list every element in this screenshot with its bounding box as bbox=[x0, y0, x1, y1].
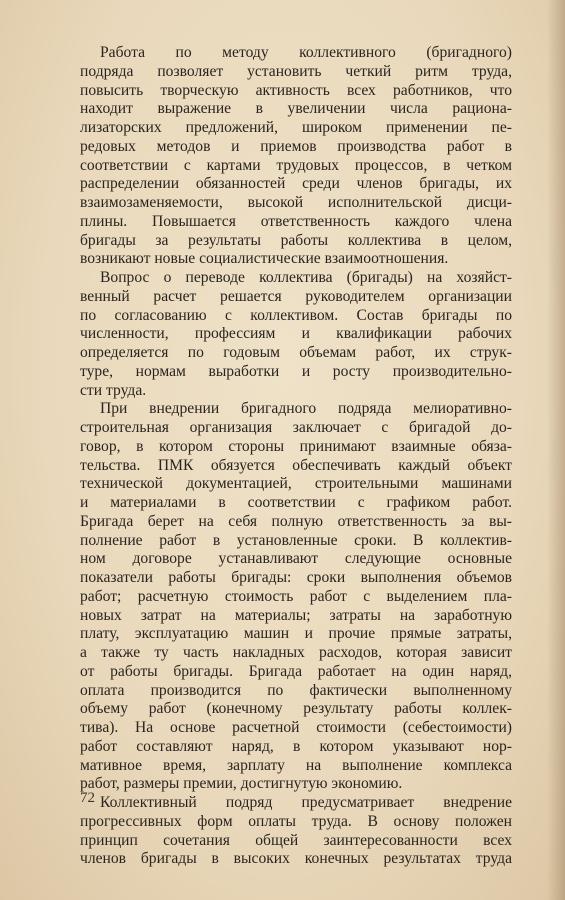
paragraph bbox=[80, 269, 512, 400]
text-line: членов бригады в высоких конечных результатах труда bbox=[80, 850, 512, 868]
text-line: При внедрении бригадного подряда мелиоративно- bbox=[100, 400, 512, 418]
text-line: оплата производится по фактически выполненному bbox=[80, 681, 512, 699]
text-line: ном договоре устанавливают следующие основные bbox=[80, 550, 512, 568]
paragraph bbox=[80, 794, 512, 869]
text-line: плату, эксплуатацию машин и прочие прямые затраты, bbox=[80, 625, 512, 643]
text-line: сти труда. bbox=[80, 381, 147, 399]
text-line: находит выражение в увеличении числа рациона- bbox=[80, 100, 512, 118]
text-line: принцип сочетания общей заинтересованности всех bbox=[80, 831, 512, 849]
paragraph bbox=[80, 400, 512, 794]
text-line: Бригада берет на себя полную ответственность за вы- bbox=[80, 512, 512, 530]
text-line: лизаторских предложений, широком применении пе- bbox=[80, 119, 512, 136]
text-line: редовых методов и приемов производства работ в bbox=[80, 137, 512, 155]
text-line: работ; расчетную стоимость работ с выделением пла- bbox=[80, 587, 512, 605]
text-line: возникают новые социалистические взаимоотношения. bbox=[80, 250, 449, 268]
text-line: тива). На основе расчетной стоимости (себестоимости) bbox=[80, 719, 512, 736]
text-line: мативное время, зарплату на выполнение комплекса bbox=[80, 756, 512, 774]
text-line: взаимозаменяемости, высокой исполнительской дисци- bbox=[80, 194, 512, 211]
text-line: полнение работ в установленные сроки. В коллектив- bbox=[80, 531, 512, 549]
page-number: 72 bbox=[80, 790, 95, 806]
text-line: туре, нормам выработки и росту производительно- bbox=[80, 362, 512, 380]
text-line: численности, профессиям и квалификации рабочих bbox=[80, 325, 512, 343]
text-line: по согласованию с коллективом. Состав бригады по bbox=[80, 306, 512, 324]
text-line: Вопрос о переводе коллектива (бригады) на хозяйст- bbox=[100, 269, 512, 286]
text-line: подряда позволяет установить четкий ритм труда, bbox=[80, 62, 512, 80]
text-line: работ составляют наряд, в котором указывают нор- bbox=[80, 737, 512, 755]
text-line: работ, размеры премии, достигнутую экономию. bbox=[80, 775, 403, 793]
text-line: повысить творческую активность всех работников, что bbox=[80, 81, 512, 99]
text-line: показатели работы бригады: сроки выполнения объемов bbox=[80, 569, 512, 586]
text-line: говор, в котором стороны принимают взаимные обяза- bbox=[80, 437, 512, 455]
text-line: плины. Повышается ответственность каждого члена bbox=[80, 212, 512, 230]
text-line: и материалами в соответствии с графиком работ. bbox=[80, 494, 512, 511]
text-line: новых затрат на материалы; затраты на заработную bbox=[80, 606, 512, 624]
text-line: от работы бригады. Бригада работает на один наряд, bbox=[80, 662, 512, 680]
text-line: венный расчет решается руководителем организации bbox=[80, 287, 512, 305]
body-text bbox=[80, 44, 512, 869]
text-line: объему работ (конечному результату работы коллек- bbox=[80, 700, 512, 718]
text-line: строительная организация заключает с бригадой до- bbox=[80, 419, 512, 436]
text-line: тельства. ПМК обязуется обеспечивать каждый объект bbox=[80, 456, 512, 474]
text-line: прогрессивных форм оплаты труда. В основу положен bbox=[80, 812, 512, 830]
text-line: распределении обязанностей среди членов бригады, их bbox=[80, 175, 512, 193]
text-line: соответствии с картами трудовых процессов, в четком bbox=[80, 156, 512, 174]
text-line: Работа по методу коллективного (бригадного) bbox=[100, 44, 512, 61]
text-line: технической документацией, строительными машинами bbox=[80, 475, 512, 493]
text-line: определяется по годовым объемам работ, их струк- bbox=[80, 344, 512, 361]
paragraph bbox=[80, 44, 512, 269]
text-line: а также ту часть накладных расходов, которая зависит bbox=[80, 644, 512, 661]
text-line: Коллективный подряд предусматривает внедрение bbox=[100, 794, 512, 811]
text-line: бригады за результаты работы коллектива в целом, bbox=[80, 231, 512, 249]
